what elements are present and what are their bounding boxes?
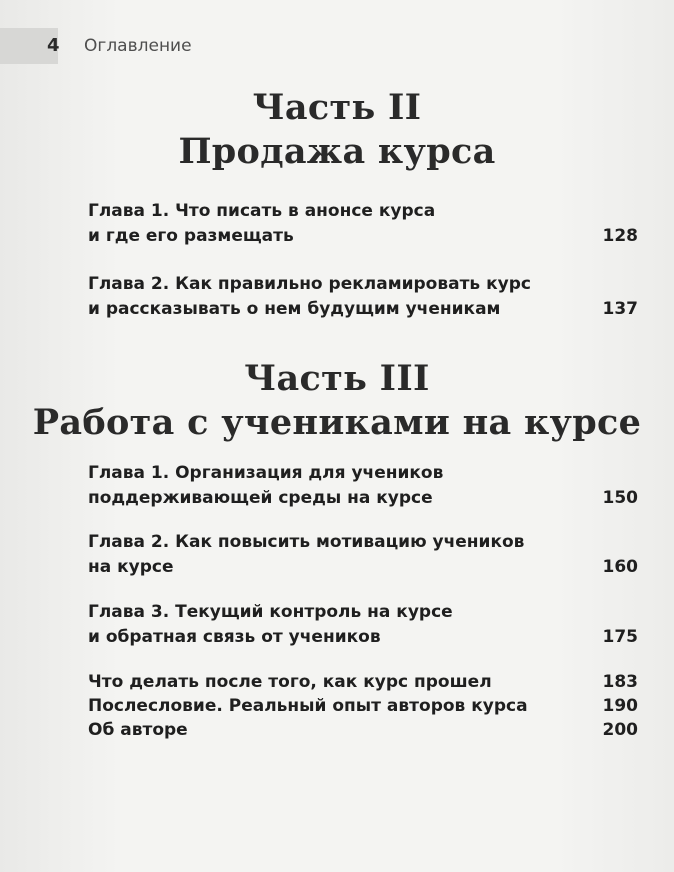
toc-entry[interactable] xyxy=(88,670,638,695)
toc-entry[interactable] xyxy=(88,272,638,322)
part-label: Часть II xyxy=(252,87,422,128)
toc-entry-line: Что делать после того, как курс прошел xyxy=(88,672,492,692)
toc-entry-line: Глава 3. Текущий контроль на курсе xyxy=(88,602,453,622)
part-heading-3 xyxy=(0,357,674,445)
toc-page-number: 190 xyxy=(602,696,638,716)
part-title: Продажа курса xyxy=(178,131,496,172)
toc-page-number: 150 xyxy=(602,488,638,508)
toc-entry-line: Глава 1. Организация для учеников xyxy=(88,463,444,483)
toc-entry-line: Глава 1. Что писать в анонсе курса xyxy=(88,201,436,221)
toc-entry-line: и где его размещать xyxy=(88,226,294,246)
toc-page-number: 128 xyxy=(602,226,638,246)
toc-entry-line: и рассказывать о нем будущим ученикам xyxy=(88,299,501,319)
toc-page-number: 160 xyxy=(602,557,638,577)
toc-entry[interactable] xyxy=(88,199,638,249)
toc-page-number: 200 xyxy=(602,720,638,740)
toc-page-number: 183 xyxy=(602,672,638,692)
toc-entry[interactable] xyxy=(88,694,638,719)
running-title: Оглавление xyxy=(84,36,192,56)
toc-entry[interactable] xyxy=(88,718,638,743)
part-label: Часть III xyxy=(244,358,430,399)
part-title: Работа с учениками на курсе xyxy=(32,402,642,443)
toc-entry-line: и обратная связь от учеников xyxy=(88,627,381,647)
toc-entry-line: на курсе xyxy=(88,557,174,577)
toc-entry-line: Глава 2. Как правильно рекламировать курс xyxy=(88,274,531,294)
part-heading-2 xyxy=(0,86,674,174)
toc-entry-line: Глава 2. Как повысить мотивацию учеников xyxy=(88,532,525,552)
toc-entry-line: Об авторе xyxy=(88,720,188,740)
toc-entry[interactable] xyxy=(88,530,638,580)
toc-page-number: 175 xyxy=(602,627,638,647)
toc-entry[interactable] xyxy=(88,600,638,650)
toc-entry[interactable] xyxy=(88,461,638,511)
toc-entry-line: поддерживающей среды на курсе xyxy=(88,488,433,508)
toc-entry-line: Послесловие. Реальный опыт авторов курса xyxy=(88,696,528,716)
page-header xyxy=(0,28,300,64)
page-number: 4 xyxy=(47,35,60,56)
toc-page-number: 137 xyxy=(602,299,638,319)
